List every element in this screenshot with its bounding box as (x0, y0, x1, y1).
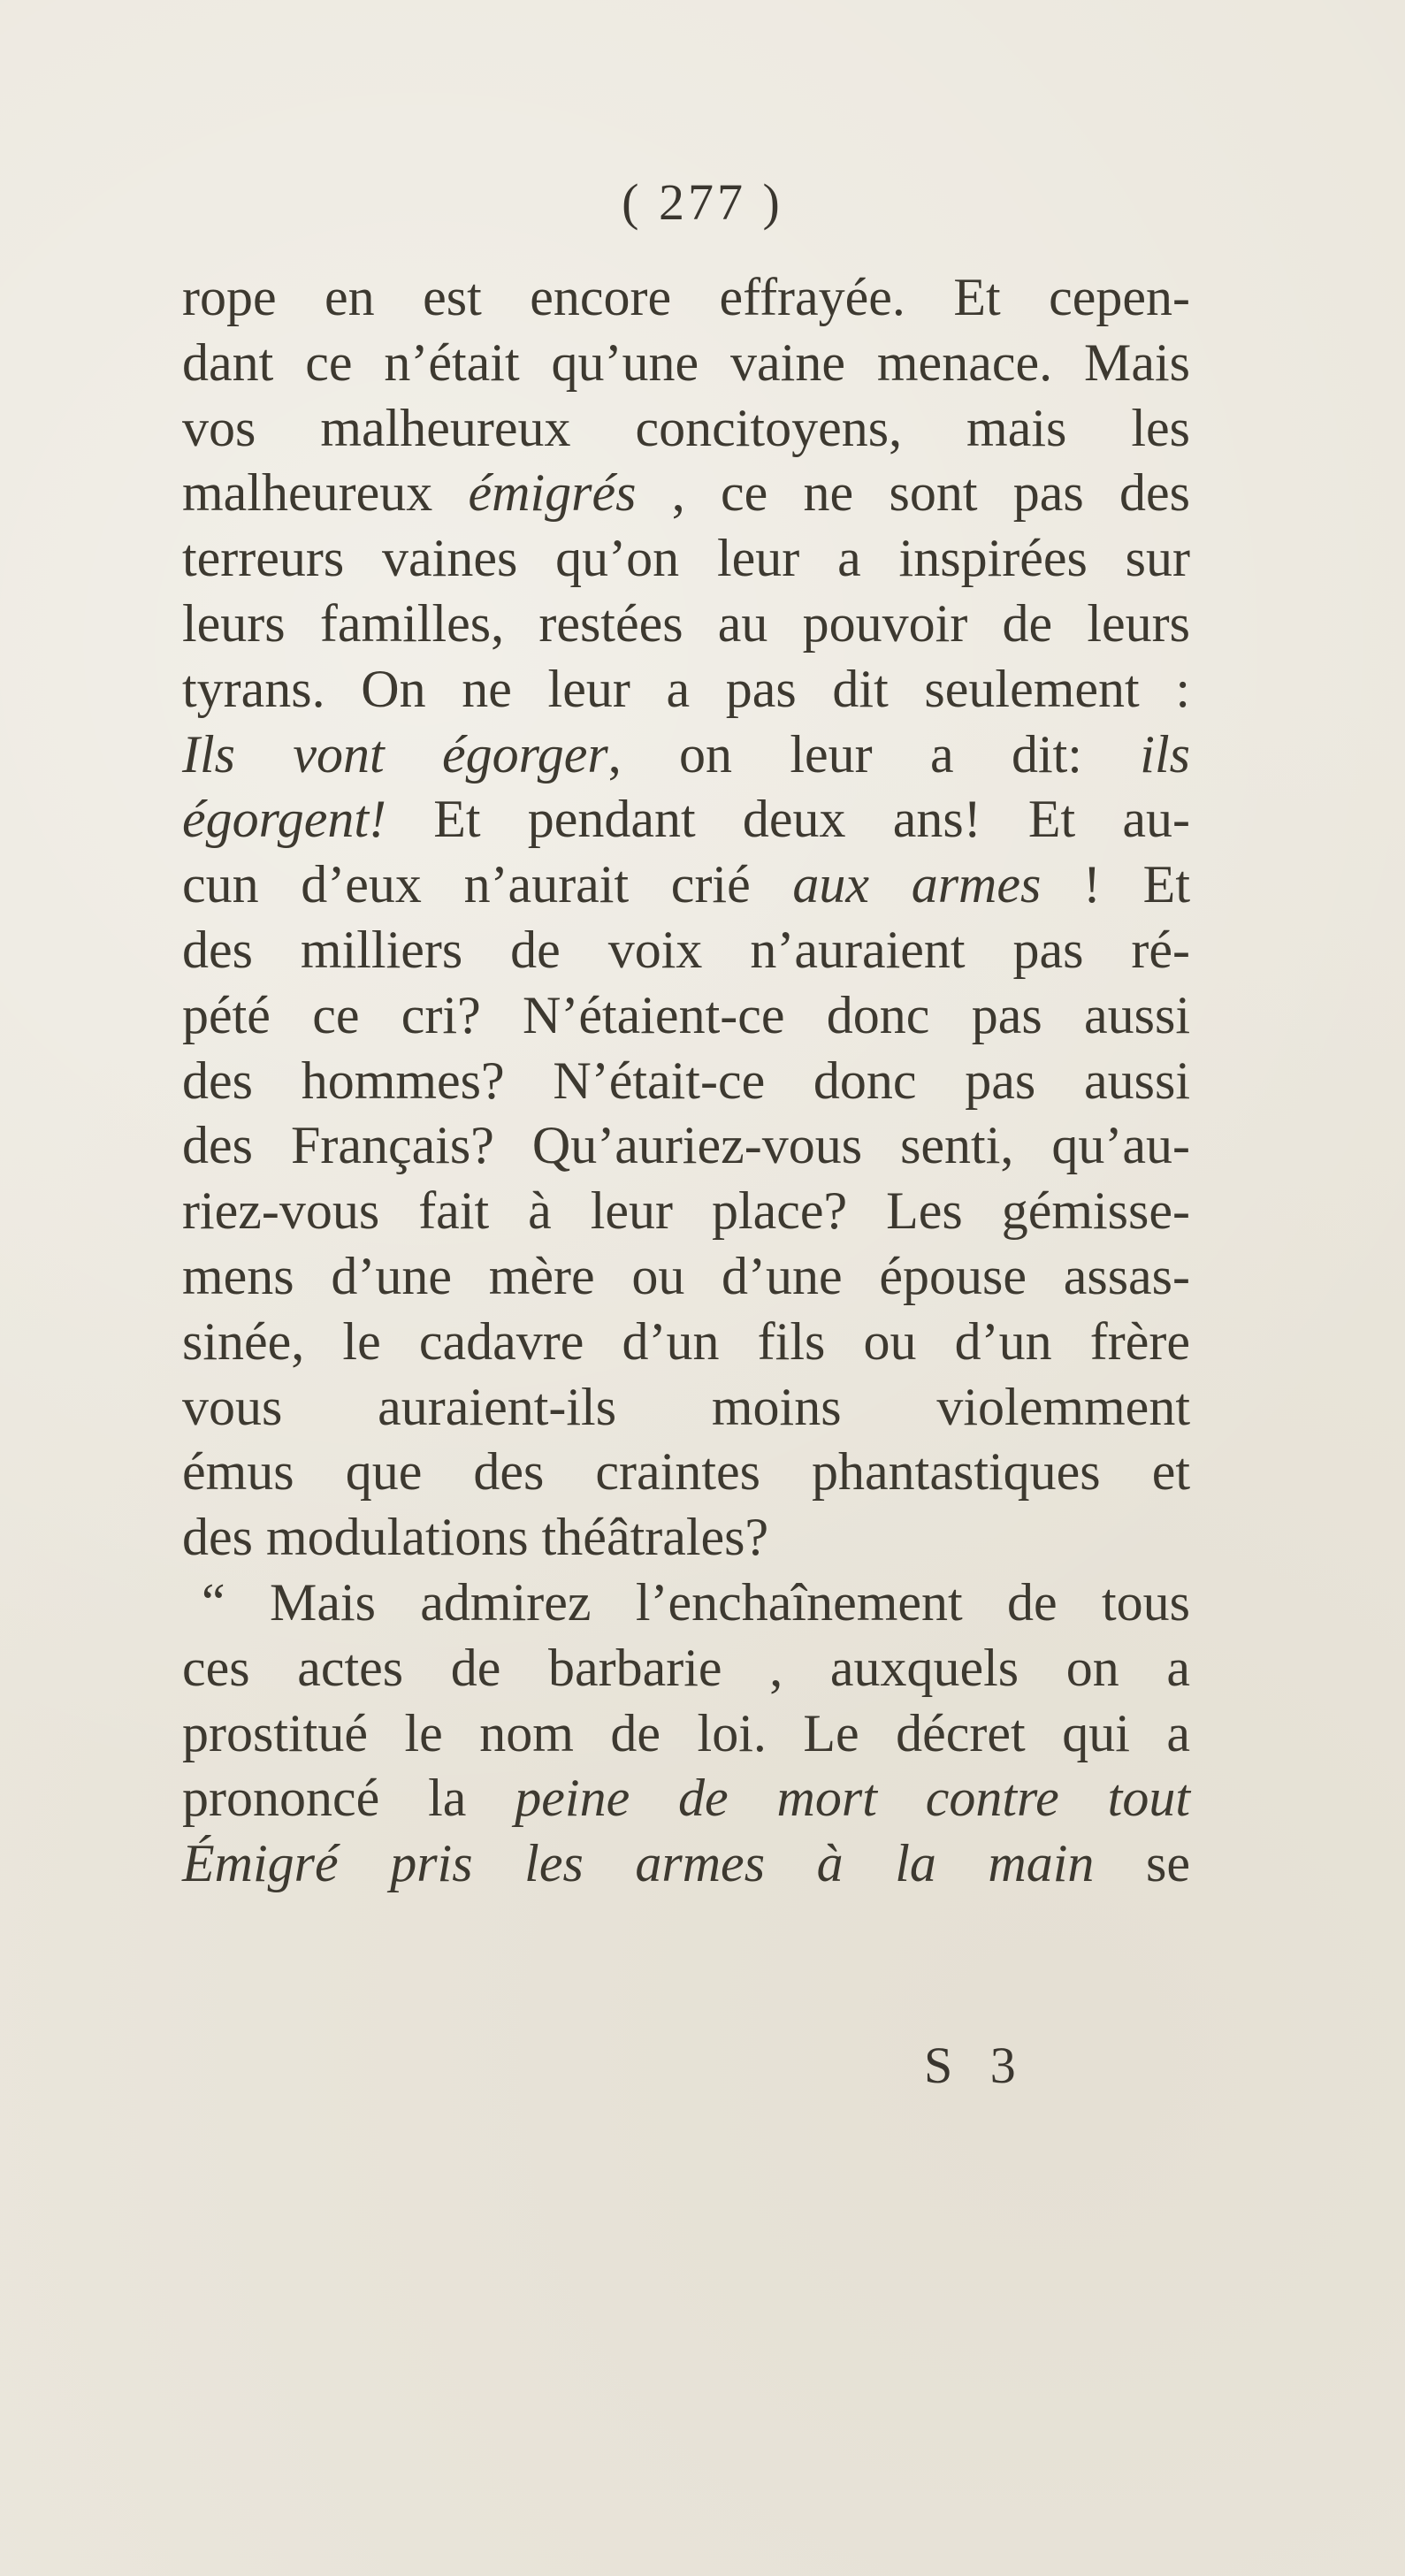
text-segment: vos malheureux concitoyens, mais les (182, 398, 1190, 457)
printer-signature-mark: S 3 (924, 2037, 1028, 2094)
text-segment: sinée, le cadavre d’un fils ou d’un frère (182, 1311, 1190, 1371)
text-line (182, 1440, 1190, 1505)
text-line (182, 526, 1190, 592)
text-segment: des modulations théâtrales? (182, 1508, 769, 1567)
text-line (182, 852, 1190, 918)
text-segment: tyrans. On ne leur a pas dit seulement : (182, 659, 1190, 718)
text-segment: émus que des craintes phantastiques et (182, 1442, 1190, 1502)
text-segment: rope en est encore effrayée. Et cepen- (182, 268, 1190, 326)
text-segment: cun d’eux n’aurait crié (182, 855, 793, 914)
text-line (182, 461, 1190, 526)
text-line (182, 1766, 1190, 1831)
text-segment: vous auraient-ils moins violemment (182, 1377, 1190, 1436)
text-segment: “ Mais admirez l’enchaînement de tous (202, 1572, 1190, 1632)
text-line (182, 396, 1190, 462)
text-segment: prostitué le nom de loi. Le décret qui a (182, 1703, 1190, 1762)
text-segment: prononcé la (182, 1769, 515, 1828)
text-segment: se (1094, 1834, 1190, 1893)
text-segment: des hommes? N’était-ce donc pas aussi (182, 1051, 1190, 1110)
italic-text-segment: Ils vont égorger (182, 724, 608, 784)
body-text (182, 265, 1190, 1897)
text-line (182, 918, 1190, 983)
text-line (182, 592, 1190, 657)
text-line (182, 1571, 1190, 1636)
text-segment: malheureux (182, 463, 469, 523)
text-line (182, 1179, 1190, 1244)
text-line (182, 1310, 1190, 1375)
italic-text-segment: émigrés (468, 463, 637, 523)
italic-text-segment: peine de mort contre tout (515, 1769, 1190, 1828)
text-segment: ! Et (1041, 855, 1190, 914)
text-segment: des milliers de voix n’auraient pas ré- (182, 920, 1190, 979)
text-segment: pété ce cri? N’étaient-ce donc pas aussi (182, 985, 1190, 1044)
text-line (182, 1505, 1190, 1571)
text-line (182, 1113, 1190, 1179)
text-line (182, 1049, 1190, 1114)
page-number: ( 277 ) (622, 173, 783, 231)
text-line (182, 787, 1190, 852)
text-line (182, 1636, 1190, 1701)
text-line (182, 657, 1190, 722)
text-segment: mens d’une mère ou d’une épouse assas- (182, 1246, 1190, 1305)
text-segment: des Français? Qu’auriez-vous senti, qu’au- (182, 1116, 1190, 1175)
text-segment: riez-vous fait à leur place? Les gémisse- (182, 1181, 1190, 1241)
italic-text-segment: Émigré pris les armes à la main (182, 1834, 1095, 1893)
italic-text-segment: égorgent! (182, 790, 387, 849)
text-line (182, 1244, 1190, 1310)
text-line (182, 1701, 1190, 1767)
text-segment: leurs familles, restées au pouvoir de leurs (182, 593, 1190, 653)
text-segment: , ce ne sont pas des (636, 463, 1191, 523)
text-line (182, 983, 1190, 1049)
text-segment: terreurs vaines qu’on leur a inspirées sur (182, 529, 1190, 588)
italic-text-segment: ils (1140, 724, 1190, 784)
text-segment: ces actes de barbarie , auxquels on a (182, 1638, 1190, 1697)
text-line (182, 265, 1190, 331)
text-line (182, 722, 1190, 788)
text-line (182, 331, 1190, 396)
italic-text-segment: aux armes (792, 855, 1042, 914)
text-line (182, 1831, 1190, 1897)
text-line (182, 1375, 1190, 1441)
text-segment: dant ce n’était qu’une vaine menace. Mais (182, 333, 1190, 392)
text-segment: , on leur a dit: (607, 724, 1141, 784)
text-segment: Et pendant deux ans! Et au- (386, 790, 1190, 849)
